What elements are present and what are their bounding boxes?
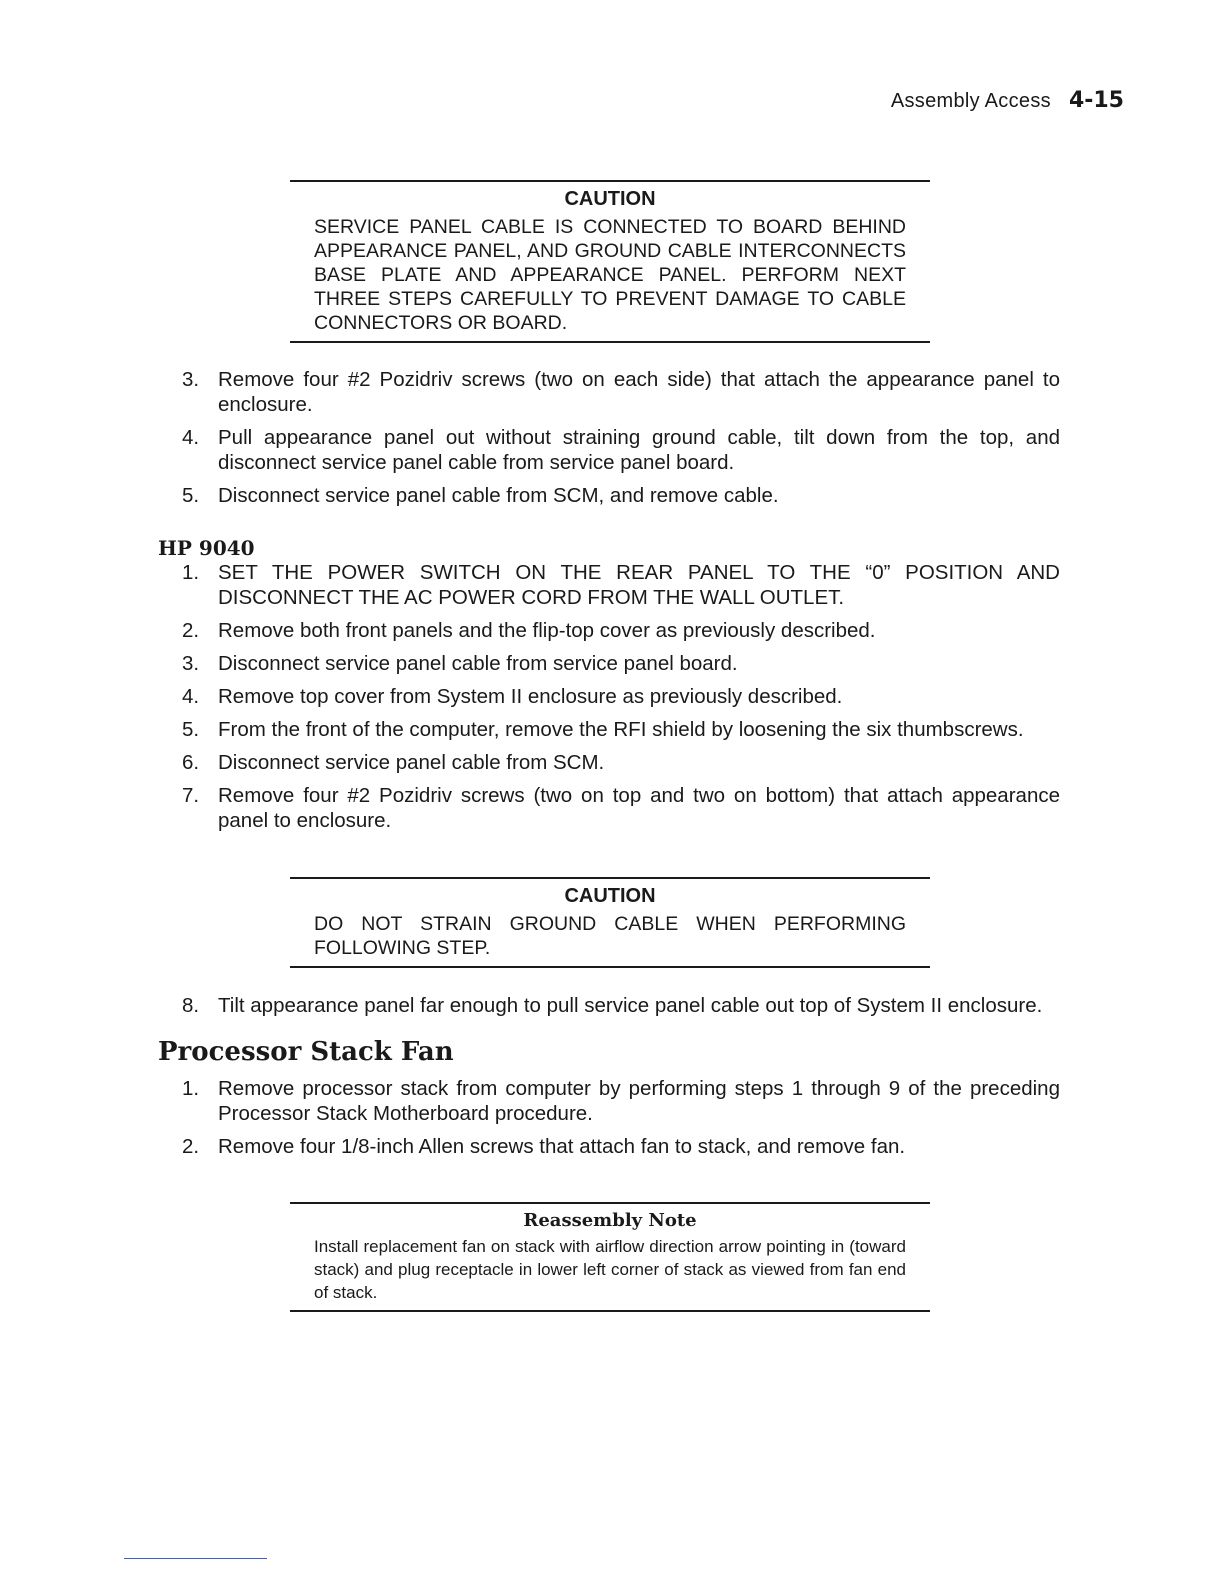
reassembly-title: Reassembly Note (523, 1210, 697, 1231)
caution-text: DO NOT STRAIN GROUND CABLE WHEN PERFORMING FOLLOWING STEP. (314, 913, 906, 959)
steps-list-hp9040 (160, 560, 1060, 833)
reassembly-text: Install replacement fan on stack with airflow direction arrow pointing in (toward stack) and plug receptacle in lower left corner of stack as viewed from fan end of stack. (314, 1237, 906, 1302)
list-item (160, 717, 1060, 742)
step-text: Disconnect service panel cable from SCM. (218, 751, 605, 774)
steps-list-fan (160, 1076, 1060, 1159)
step-number: 5. (182, 484, 200, 507)
step-number: 1. (182, 561, 200, 584)
list-item (160, 684, 1060, 709)
caution-title: CAUTION (564, 188, 656, 210)
step-text: Tilt appearance panel far enough to pull service panel cable out top of System II enclosure. (218, 994, 1043, 1017)
list-item (160, 783, 1060, 833)
step-number: 1. (182, 1077, 200, 1100)
step-number: 2. (182, 619, 200, 642)
section-name: Assembly Access (890, 90, 1051, 112)
step-text: Remove top cover from System II enclosure as previously described. (218, 685, 843, 708)
list-item (160, 993, 1060, 1018)
list-item (160, 651, 1060, 676)
caution-title: CAUTION (564, 885, 656, 907)
step-text: Remove processor stack from computer by performing steps 1 through 9 of the preceding Processor Stack Motherboard procedure. (218, 1077, 1060, 1125)
list-item (160, 1134, 1060, 1159)
page-header (891, 88, 1124, 113)
step-number: 3. (182, 368, 200, 391)
step-text: Pull appearance panel out without straining ground cable, tilt down from the top, and disconnect service panel cable from service panel board. (218, 426, 1060, 474)
footer-rule (124, 1558, 267, 1559)
step-text: Disconnect service panel cable from SCM, and remove cable. (218, 484, 779, 507)
list-item (160, 618, 1060, 643)
subheading-hp9040: HP 9040 (158, 536, 255, 560)
section-heading-fan: Processor Stack Fan (158, 1037, 454, 1067)
list-item (160, 425, 1060, 475)
step-text: Remove both front panels and the flip-top cover as previously described. (218, 619, 876, 642)
step-number: 5. (182, 718, 200, 741)
step-text: Remove four 1/8-inch Allen screws that attach fan to stack, and remove fan. (218, 1135, 906, 1158)
page-number: 4-15 (1068, 88, 1124, 113)
step-number: 4. (182, 685, 200, 708)
step-text: From the front of the computer, remove the RFI shield by loosening the six thumbscrews. (218, 718, 1024, 741)
step-number: 7. (182, 784, 200, 807)
step-number: 6. (182, 751, 200, 774)
step-text: Remove four #2 Pozidriv screws (two on each side) that attach the appearance panel to enclosure. (218, 368, 1060, 416)
step-text: Disconnect service panel cable from service panel board. (218, 652, 738, 675)
step-text: Remove four #2 Pozidriv screws (two on top and two on bottom) that attach appearance panel to enclosure. (218, 784, 1060, 832)
steps-list-a (160, 367, 1060, 508)
caution-box-2 (290, 877, 930, 968)
step-number: 8. (182, 994, 200, 1017)
step-text: SET THE POWER SWITCH ON THE REAR PANEL TO THE “0” POSITION AND DISCONNECT THE AC POWER CORD FROM THE WALL OUTLET. (218, 561, 1060, 609)
steps-list-b (160, 993, 1060, 1018)
step-number: 4. (182, 426, 200, 449)
caution-box-1 (290, 180, 930, 343)
step-number: 2. (182, 1135, 200, 1158)
list-item (160, 367, 1060, 417)
list-item (160, 1076, 1060, 1126)
caution-text: SERVICE PANEL CABLE IS CONNECTED TO BOARD BEHIND APPEARANCE PANEL, AND GROUND CABLE INTERCONNECTS BASE PLATE AND APPEARANCE PANEL. PERFORM NEXT THREE STEPS CAREFULLY TO PREVENT DAMAGE TO CABLE CONNECTORS OR BOARD. (314, 216, 906, 334)
list-item (160, 483, 1060, 508)
step-number: 3. (182, 652, 200, 675)
list-item (160, 560, 1060, 610)
reassembly-note-box (290, 1202, 930, 1312)
list-item (160, 750, 1060, 775)
